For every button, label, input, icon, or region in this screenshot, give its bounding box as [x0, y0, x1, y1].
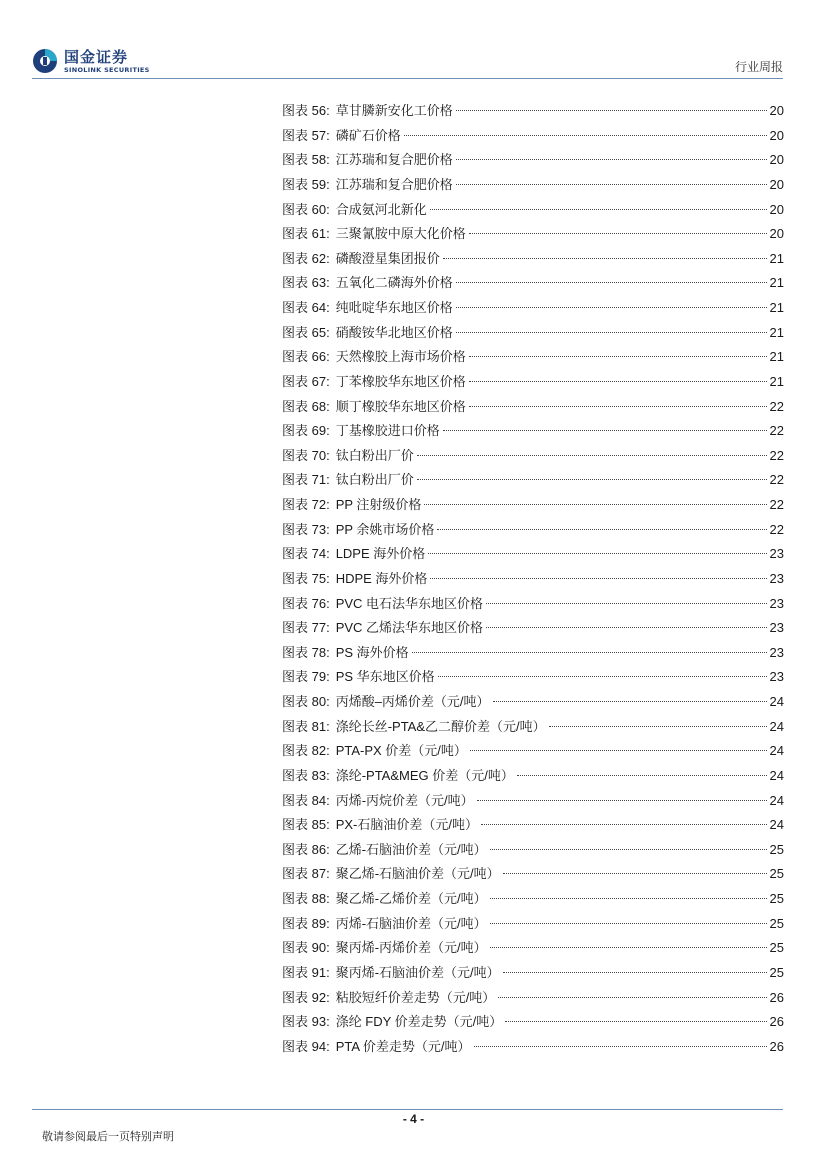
toc-entry[interactable] [282, 444, 784, 469]
toc-entry-title: 磷酸澄星集团报价 [335, 250, 440, 266]
toc-entry-page-number: 23 [769, 595, 784, 611]
toc-entry-label: 图表 83: [282, 767, 330, 783]
toc-entry-page-number: 20 [769, 226, 784, 242]
footer-divider [32, 1109, 783, 1110]
toc-entry-label: 图表 88: [282, 891, 330, 906]
toc-dot-leader [481, 824, 767, 825]
toc-entry-label: 图表 71: [282, 472, 330, 488]
toc-dot-leader [470, 750, 767, 751]
toc-entry-label: 图表 70: [282, 447, 330, 463]
toc-entry-title: 磷矿石价格 [335, 127, 401, 143]
toc-entry-title: 涤纶 FDY 价差走势（元/吨） [335, 1014, 503, 1030]
toc-entry-page-number: 20 [769, 103, 784, 118]
toc-entry-page-number: 22 [769, 398, 784, 414]
toc-entry[interactable] [282, 764, 784, 789]
toc-entry[interactable] [282, 395, 784, 420]
toc-dot-leader [412, 652, 767, 653]
toc-entry-title: 钛白粉出厂价 [335, 472, 414, 488]
toc-entry-page-number: 21 [769, 300, 784, 315]
toc-dot-leader [486, 603, 767, 604]
toc-entry-page-number: 23 [769, 669, 784, 685]
toc-entry-page-number: 22 [769, 521, 784, 537]
toc-entry[interactable] [282, 961, 784, 986]
toc-entry-page-number: 21 [769, 373, 784, 389]
header-divider [32, 78, 783, 79]
toc-entry-title: 硝酸铵华北地区价格 [335, 324, 453, 340]
toc-entry[interactable] [282, 665, 784, 690]
toc-entry-label: 图表 93: [282, 1014, 330, 1030]
toc-entry-label: 图表 74: [282, 546, 330, 562]
toc-entry-page-number: 26 [769, 989, 784, 1005]
toc-dot-leader [503, 972, 767, 973]
toc-entry[interactable] [282, 641, 784, 666]
toc-entry-page-number: 24 [769, 718, 784, 734]
toc-entry[interactable] [282, 936, 784, 961]
toc-entry[interactable] [282, 616, 784, 641]
toc-entry-title: 涤纶长丝-PTA&乙二醇价差（元/吨） [335, 718, 546, 734]
toc-dot-leader [469, 381, 767, 382]
toc-entry[interactable] [282, 813, 784, 838]
toc-entry-label: 图表 68: [282, 398, 330, 414]
toc-entry-title: 丙烯-丙烷价差（元/吨） [335, 792, 474, 808]
toc-entry-page-number: 25 [769, 841, 784, 857]
toc-entry-label: 图表 73: [282, 521, 330, 537]
toc-entry[interactable] [282, 321, 784, 346]
toc-dot-leader [417, 479, 767, 480]
toc-entry[interactable] [282, 124, 784, 149]
toc-entry-title: 纯吡啶华东地区价格 [335, 300, 453, 315]
toc-dot-leader [469, 356, 767, 357]
toc-entry-label: 图表 82: [282, 743, 330, 759]
toc-entry-title: 顺丁橡胶华东地区价格 [335, 398, 466, 414]
toc-entry-page-number: 26 [769, 1014, 784, 1030]
toc-dot-leader [490, 947, 767, 948]
toc-dot-leader [490, 849, 767, 850]
toc-dot-leader [438, 676, 767, 677]
toc-entry-title: 丁苯橡胶华东地区价格 [335, 373, 466, 389]
toc-entry-title: PS 华东地区价格 [335, 669, 435, 685]
toc-entry-label: 图表 76: [282, 595, 330, 611]
toc-entry-label: 图表 61: [282, 226, 330, 242]
toc-entry-page-number: 21 [769, 349, 784, 365]
toc-entry-title: 江苏瑞和复合肥价格 [335, 176, 453, 192]
toc-entry-label: 图表 78: [282, 644, 330, 660]
toc-dot-leader [490, 898, 767, 899]
toc-entry-label: 图表 92: [282, 989, 330, 1005]
toc-entry[interactable] [282, 542, 784, 567]
toc-dot-leader [503, 873, 767, 874]
toc-dot-leader [486, 627, 767, 628]
toc-entry-title: 聚丙烯-丙烯价差（元/吨） [335, 940, 487, 956]
toc-entry[interactable] [282, 345, 784, 370]
toc-entry-page-number: 25 [769, 866, 784, 882]
toc-entry-page-number: 25 [769, 915, 784, 931]
toc-entry-label: 图表 87: [282, 866, 330, 882]
toc-entry[interactable] [282, 690, 784, 715]
figure-index-list [282, 99, 784, 1059]
toc-dot-leader [505, 1021, 766, 1022]
toc-entry-label: 图表 84: [282, 792, 330, 808]
toc-entry-title: 江苏瑞和复合肥价格 [335, 152, 453, 168]
toc-entry-title: 粘胶短纤价差走势（元/吨） [335, 989, 496, 1005]
toc-entry-label: 图表 91: [282, 964, 330, 980]
toc-dot-leader [417, 455, 767, 456]
toc-entry[interactable] [282, 99, 784, 124]
sinolink-logo-icon [32, 48, 58, 74]
toc-entry[interactable] [282, 370, 784, 395]
toc-entry-label: 图表 90: [282, 940, 330, 956]
toc-dot-leader [469, 406, 767, 407]
toc-entry-label: 图表 63: [282, 275, 330, 291]
toc-dot-leader [456, 110, 767, 111]
toc-entry[interactable] [282, 419, 784, 444]
toc-dot-leader [469, 233, 767, 234]
toc-dot-leader [456, 184, 767, 185]
toc-entry-title: HDPE 海外价格 [335, 570, 428, 586]
toc-entry-page-number: 22 [769, 447, 784, 463]
toc-entry-page-number: 24 [769, 694, 784, 709]
toc-entry-page-number: 24 [769, 817, 784, 833]
toc-entry-page-number: 24 [769, 767, 784, 783]
toc-entry[interactable] [282, 838, 784, 863]
toc-entry-label: 图表 65: [282, 324, 330, 340]
toc-entry-page-number: 23 [769, 644, 784, 660]
toc-entry-title: 聚乙烯-石脑油价差（元/吨） [335, 866, 500, 882]
toc-entry-title: PP 余姚市场价格 [335, 521, 435, 537]
toc-entry-page-number: 26 [769, 1038, 784, 1054]
toc-entry-title: PTA 价差走势（元/吨） [335, 1038, 471, 1054]
toc-entry-label: 图表 86: [282, 841, 330, 857]
toc-entry[interactable] [282, 468, 784, 493]
toc-dot-leader [424, 504, 766, 505]
toc-entry-label: 图表 57: [282, 127, 330, 143]
toc-entry-title: 合成氨河北新化 [335, 201, 427, 217]
logo-text-en: SINOLINK SECURITIES [64, 66, 150, 74]
toc-entry[interactable] [282, 173, 784, 198]
toc-dot-leader [498, 997, 766, 998]
toc-entry-label: 图表 64: [282, 300, 330, 315]
toc-entry-title: PP 注射级价格 [335, 497, 422, 512]
toc-entry-title: PVC 电石法华东地区价格 [335, 595, 484, 611]
toc-entry-title: PX-石脑油价差（元/吨） [335, 817, 478, 833]
toc-entry-page-number: 20 [769, 201, 784, 217]
toc-entry-page-number: 24 [769, 743, 784, 759]
toc-entry[interactable] [282, 222, 784, 247]
toc-entry-title: LDPE 海外价格 [335, 546, 426, 562]
toc-entry-label: 图表 77: [282, 620, 330, 636]
disclaimer-text: 敬请参阅最后一页特别声明 [42, 1130, 174, 1143]
toc-entry-title: 乙烯-石脑油价差（元/吨） [335, 841, 487, 857]
toc-entry-title: 丁基橡胶进口价格 [335, 423, 440, 439]
toc-entry-page-number: 24 [769, 792, 784, 808]
toc-entry-page-number: 23 [769, 546, 784, 562]
toc-entry-title: 聚乙烯-乙烯价差（元/吨） [335, 891, 487, 906]
toc-entry-label: 图表 89: [282, 915, 330, 931]
toc-entry-label: 图表 67: [282, 373, 330, 389]
toc-entry[interactable] [282, 198, 784, 223]
toc-entry-label: 图表 56: [282, 103, 330, 118]
toc-entry-title: 五氧化二磷海外价格 [335, 275, 453, 291]
toc-dot-leader [493, 701, 767, 702]
toc-entry[interactable] [282, 862, 784, 887]
toc-dot-leader [443, 258, 767, 259]
toc-entry-label: 图表 66: [282, 349, 330, 365]
toc-entry-label: 图表 85: [282, 817, 330, 833]
toc-dot-leader [477, 800, 767, 801]
toc-entry-title: 钛白粉出厂价 [335, 447, 414, 463]
toc-entry[interactable] [282, 148, 784, 173]
toc-entry-label: 图表 79: [282, 669, 330, 685]
toc-entry-page-number: 20 [769, 152, 784, 168]
logo-text-cn: 国金证券 [64, 48, 129, 66]
toc-entry-page-number: 25 [769, 940, 784, 956]
toc-entry[interactable] [282, 247, 784, 272]
toc-entry[interactable] [282, 715, 784, 740]
toc-entry-page-number: 25 [769, 891, 784, 906]
toc-entry-title: PS 海外价格 [335, 644, 409, 660]
page-number: - 4 - [402, 1112, 425, 1126]
toc-entry[interactable] [282, 739, 784, 764]
toc-entry-label: 图表 62: [282, 250, 330, 266]
toc-entry[interactable] [282, 518, 784, 543]
toc-entry-title: 涤纶-PTA&MEG 价差（元/吨） [335, 767, 514, 783]
toc-entry-title: 聚丙烯-石脑油价差（元/吨） [335, 964, 500, 980]
toc-entry-page-number: 22 [769, 497, 784, 512]
toc-entry-title: 三聚氰胺中原大化价格 [335, 226, 466, 242]
toc-entry[interactable] [282, 1010, 784, 1035]
toc-entry[interactable] [282, 493, 784, 518]
toc-entry-page-number: 21 [769, 324, 784, 340]
toc-entry-page-number: 20 [769, 127, 784, 143]
toc-entry-label: 图表 58: [282, 152, 330, 168]
toc-entry-label: 图表 60: [282, 201, 330, 217]
toc-entry[interactable] [282, 912, 784, 937]
page-header [0, 0, 827, 80]
toc-dot-leader [437, 529, 766, 530]
toc-entry[interactable] [282, 567, 784, 592]
toc-entry-label: 图表 59: [282, 176, 330, 192]
toc-dot-leader [456, 332, 767, 333]
toc-entry-label: 图表 81: [282, 718, 330, 734]
toc-entry-page-number: 23 [769, 620, 784, 636]
toc-entry-page-number: 25 [769, 964, 784, 980]
toc-entry-label: 图表 72: [282, 497, 330, 512]
toc-entry-title: 丙烯-石脑油价差（元/吨） [335, 915, 487, 931]
toc-entry[interactable] [282, 271, 784, 296]
toc-entry-page-number: 21 [769, 275, 784, 291]
toc-dot-leader [456, 282, 767, 283]
toc-dot-leader [549, 726, 767, 727]
toc-dot-leader [430, 209, 767, 210]
toc-dot-leader [404, 135, 767, 136]
toc-dot-leader [430, 578, 766, 579]
toc-entry-page-number: 21 [769, 250, 784, 266]
toc-dot-leader [443, 430, 767, 431]
toc-entry[interactable] [282, 887, 784, 912]
toc-entry[interactable] [282, 296, 784, 321]
toc-dot-leader [428, 553, 766, 554]
toc-entry-title: PTA-PX 价差（元/吨） [335, 743, 467, 759]
toc-entry-title: 天然橡胶上海市场价格 [335, 349, 466, 365]
toc-dot-leader [474, 1046, 767, 1047]
toc-dot-leader [490, 923, 767, 924]
toc-entry-title: 丙烯酸–丙烯价差（元/吨） [335, 694, 490, 709]
toc-entry-title: PVC 乙烯法华东地区价格 [335, 620, 484, 636]
toc-entry[interactable] [282, 789, 784, 814]
toc-entry-page-number: 22 [769, 472, 784, 488]
toc-entry-title: 草甘膦新安化工价格 [335, 103, 453, 118]
toc-entry-label: 图表 80: [282, 694, 330, 709]
toc-dot-leader [456, 159, 767, 160]
toc-dot-leader [456, 307, 767, 308]
toc-entry-page-number: 20 [769, 176, 784, 192]
toc-entry[interactable] [282, 592, 784, 617]
toc-entry-label: 图表 69: [282, 423, 330, 439]
toc-entry[interactable] [282, 1035, 784, 1060]
toc-entry-page-number: 23 [769, 570, 784, 586]
toc-entry[interactable] [282, 986, 784, 1011]
toc-entry-label: 图表 75: [282, 570, 330, 586]
report-type-label: 行业周报 [734, 60, 783, 74]
toc-entry-label: 图表 94: [282, 1038, 330, 1054]
toc-entry-page-number: 22 [769, 423, 784, 439]
toc-dot-leader [517, 775, 767, 776]
